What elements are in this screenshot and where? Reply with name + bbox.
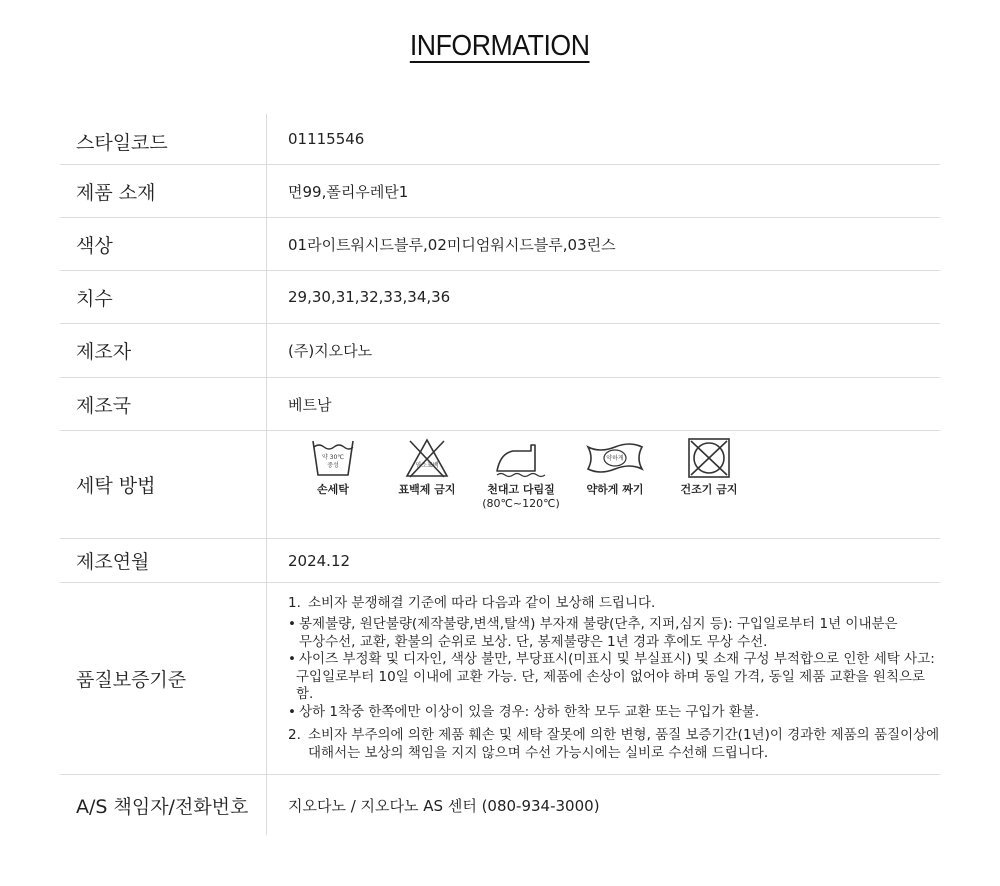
info-table [60, 114, 940, 835]
page-title-wrap [0, 30, 1000, 63]
quality-item-1 [288, 595, 655, 613]
row-country [60, 378, 940, 431]
quality-bullet: • 상하 1착중 한쪽에만 이상이 있을 경우: 상하 한착 모두 교환 또는 구입가 환불. [288, 703, 760, 720]
quality-bullet-2-line2: 구입일로부터 10일 이내에 교환 가능. 단, 제품에 손상이 없어야 하며 동일 가격, 동일 제품 교환을 원칙으로 함. [296, 668, 926, 703]
row-material [60, 165, 940, 218]
hand-wash-detergent: 중성 [327, 462, 339, 469]
iron-label: 천대고 다림질 [487, 483, 555, 496]
material-value: 면99,폴리우레탄1 [288, 182, 409, 201]
manufacture-date-value: 2024.12 [288, 551, 351, 570]
row-as [60, 775, 940, 835]
gentle-wring-label: 약하게 짜기 [586, 483, 644, 496]
no-bleach-label: 표백제 금지 [398, 483, 456, 496]
manufacture-date-label: 제조연월 [60, 539, 267, 582]
as-label: A/S 책임자/전화번호 [60, 775, 267, 835]
page-title: INFORMATION [410, 30, 590, 62]
style-code-label: 스타일코드 [60, 114, 267, 164]
color-label: 색상 [60, 218, 267, 270]
no-bleach-text: 염소표백 [415, 462, 439, 469]
quality-bullet-2-line1: 사이즈 부정확 및 디자인, 색상 불만, 부당표시(미표시 및 부실표시) 및 소재 구성 부적합으로 인한 세탁 사고: [299, 651, 935, 668]
manufacturer-label: 제조자 [60, 324, 267, 377]
row-manufacturer [60, 324, 940, 378]
quality-value [267, 583, 940, 774]
row-color [60, 218, 940, 271]
style-code-value: 01115546 [288, 130, 365, 148]
no-bleach-icon [404, 437, 450, 479]
row-washing [60, 431, 940, 539]
care-item-hand-wash [288, 437, 378, 497]
row-style-code [60, 114, 940, 165]
hand-wash-label: 손세탁 [317, 483, 349, 496]
washing-label: 세탁 방법 [60, 431, 267, 538]
color-value: 01라이트워시드블루,02미디엄워시드블루,03린스 [288, 235, 616, 254]
manufacturer-value: (주)지오다노 [288, 342, 373, 360]
hand-wash-icon [310, 437, 356, 479]
material-label: 제품 소재 [60, 165, 267, 217]
row-size [60, 271, 940, 324]
country-label: 제조국 [60, 378, 267, 430]
quality-item-2-line2: 대해서는 보상의 책임을 지지 않으며 수선 가능시에는 실비로 수선해 드립니다. [308, 744, 769, 761]
quality-bullet: • 사이즈 부정확 및 디자인, 색상 불만, 부당표시(미표시 및 부실표시) 및 소재 구성 부적합으로 인한 세탁 사고: 구입일로부터 10일 이내에 교환 가능. 단, 제품에 손상이 없어야 하며 동일 가격, 동일 제품 교환을 원칙으로 함. [288, 651, 940, 704]
quality-bullet-1-line2: 무상수선, 교환, 환불의 순위로 보상. 단, 봉제불량은 1년 경과 후에도 무상 수선. [299, 633, 768, 650]
size-value: 29,30,31,32,33,34,36 [288, 288, 451, 306]
gentle-wring-icon [584, 437, 646, 479]
care-item-no-tumble-dry [664, 437, 754, 497]
no-tumble-dry-icon [686, 437, 732, 479]
quality-bullet: • 봉제불량, 원단불량(제작불량,변색,탈색) 부자재 불량(단추, 지퍼,심지 등): 구입일로부터 1년 이내분은 무상수선, 교환, 환불의 순위로 보상. 단, 봉제불량은 1년 경과 후에도 무상 수선. [288, 616, 898, 650]
hand-wash-temp: 약 30℃ [321, 454, 345, 461]
row-manufacture-date [60, 539, 940, 583]
quality-item-2-line1: 소비자 부주의에 의한 제품 훼손 및 세탁 잘못에 의한 변형, 품질 보증기간(1년)이 경과한 제품의 품질이상에 [308, 727, 940, 744]
quality-item-1-num: 1. [288, 594, 301, 611]
as-value: 지오다노 / 지오다노 AS 센터 (080-934-3000) [288, 796, 600, 815]
quality-bullet-1-line1: 봉제불량, 원단불량(제작불량,변색,탈색) 부자재 불량(단추, 지퍼,심지 등): 구입일로부터 1년 이내분은 [299, 616, 898, 633]
country-value: 베트남 [288, 395, 332, 414]
iron-temp: (80℃~120℃) [482, 497, 560, 510]
row-quality [60, 583, 940, 775]
size-label: 치수 [60, 271, 267, 323]
care-item-gentle-wring [570, 437, 660, 497]
gentle-wring-text: 약하게 [606, 455, 624, 462]
care-icons [267, 431, 940, 538]
quality-bullets [288, 616, 940, 721]
quality-item-2 [288, 727, 939, 762]
no-tumble-dry-label: 건조기 금지 [680, 483, 738, 496]
quality-bullet-3-line1: 상하 1착중 한쪽에만 이상이 있을 경우: 상하 한착 모두 교환 또는 구입가 환불. [299, 703, 760, 720]
care-item-no-bleach [382, 437, 472, 497]
iron-icon [491, 437, 551, 479]
quality-item-1-text: 소비자 분쟁해결 기준에 따라 다음과 같이 보상해 드립니다. [308, 594, 656, 611]
care-item-iron [476, 437, 566, 511]
quality-label: 품질보증기준 [60, 583, 267, 774]
quality-item-2-num: 2. [288, 727, 301, 744]
